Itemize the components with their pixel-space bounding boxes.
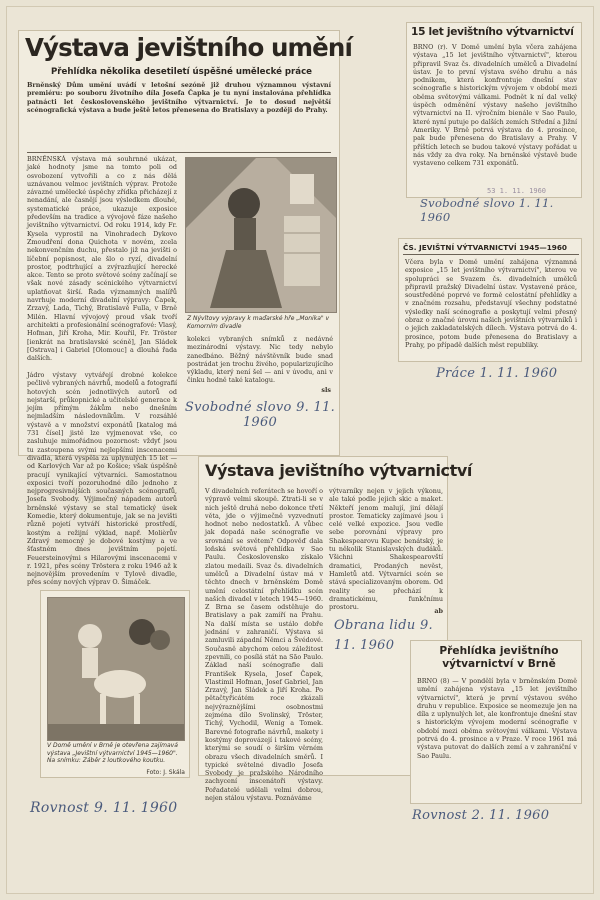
photo-puppet-credit: Foto: J. Skála: [146, 769, 185, 776]
15let-title: 15 let jevištního výtvarnictví: [411, 26, 574, 38]
handwritten-svobodne-slovo-1: Svobodné slovo 1. 11. 1960: [420, 196, 554, 224]
handwritten-obrana-lidu: Obrana lidu 9. 11. 1960: [334, 618, 433, 653]
prehlidka-title: Přehlídka jevištního výtvarnictví v Brně: [439, 645, 559, 670]
main-title: Výstava jevištního umění: [25, 33, 352, 62]
main-subtitle: Přehlídka několika desetiletí úspěšné umělecké práce: [51, 67, 313, 77]
clipping-15-let: [406, 22, 582, 198]
photo-nyvlt: [185, 157, 337, 313]
photo-puppet-caption: V Domě umění v Brně je otevřena zajímavá výstava „Jevištní výtvarnictví 1945—1960". Na snímku: Záběr z loutkového koutku.: [47, 742, 178, 765]
handwritten-rovnost-2: Rovnost 2. 11. 1960: [412, 808, 550, 823]
vytv-col1: V divadelních referátech se hovoří o výpravě velmi skoupě. Ztrati-li se v nich ještě druhá nebo dokonce třetí věta, jde o výjimečně vyzvednutí hodnot nebo nedostatků. A vůbec jak dopadá naše scénografie ve srovnání se světem? Odpověď dala loňská světová přehlídka v Sao Paulu. Československo získalo zlatou medaili. Svaz čs. divadelních umělců a Divadelní ústav má v těchto dnech v brněnském Domě umění celostátní přehlídku scén naších divadel v letech 1945—1960. Z Brna se časem odstěhuje do Bratislavy a pak zamíří na Prahu. Na další místa se ustálo dobře jednání v zahraničí. Výstava si zamluvili západní Němci a Švédové. Současně abychom celou záležitost zpevnili, co posílá stát na São Paulo. Základ naší scénografie dali František Kysela, Josef Čapek, Vlastimil Hofman, Josef Gabriel, Jan Zrzavý, Jan Sládek a Jiří Kroha. Po pětačtyřicátém roce zkázali nejvýraznějšími osobnostmi zejména dílo Svolinský, Tröster, Tichý, Vychodil, Wenig a Tomek. Barevné fotografie návrhů, makety i kostýmy doprovázejí i takové scény, kterými se soudí o širším věrném obrazu všech divadelních směrů. I typické světelné divadlo Josefa Svobody je pražského Národního zachycení inscenátoři výstavy. Pořadatelé udělali velmi dobrou, nejen stálou výstavu. Poznáváme: [205, 487, 323, 802]
photo-puppet: [47, 597, 185, 741]
photo-nyvlt-caption: Z Nývltovy výpravy k maďarské hře „Monika" v Komorním divadle: [187, 315, 330, 330]
main-body-col2: Jádro výstavy vytvářejí drobné kolekce pečlivě vybraných návrhů, modelů a fotografií hotových scén jednotlivých autorů od nejstarší, průkopnické a učitelské generace k jejím přímým žákům nebo dnešním nejmladším následovníkům. V rozsáhlé výstavě a v množství exponátů [katalog má 731 čísel] jistě lze vyjmenovat vše, co zasluhuje mimořádnou pozornost: vždyť jsou tu zastoupena svými nejlepšími inscenacemi divadla, která vyspěla za uplynulých 15 let — od Karlových Var až po Košice; však úspěšně pracují vynikající výtvarníci. Samostatnou exposici tvoří pozoruhodné dílo jednoho z nejprogresivnějších současných scénografů, Josefa Svobody. Výjimečný nápadem autorů brněnské výstavy se stal tematický úsek Komedie, který dokumentuje, jak se na jevišti různě pojetí vytváří historické prostředí, kostým a režijní výklad, např. Molièrův Zdravý nemocný je dobové kostýmy a ve šťastném dnes jevištním pojetí. Feuersteinovými s Hilarovými inscenacemi v r. 1921, přes scény Tröstera z roku 1946 až k nejnovějším provedením v Tylově divadle, přes scény nových výprav O. Šimáček.: [27, 371, 177, 587]
vytv-col2: výtvarníky nejen v jejich výkonu, ale také podle jejich skic a maket. Někteří jenom malují, jiní dělají prostor. Tematicky zajímavé jsou i celé velké expozice. Jsou vedle sebe porovnáni výpravy pro Shakespearovu Kupec benátský, je tu několik Stanislavských dudáků. Všichni Shakespearovští dramatici, Prodaných nevěst, Hamletů atd. Výtvarníci scén se stává specializovaným oborem. Od reality se přechází k dramatickému, funkčnímu prostoru.: [329, 487, 443, 612]
cs-body: Včera byla v Domě umění zahájena významná exposice „15 let jevištního výtvarnictví", kterou ve spolupráci se Svazem čs. divadelních umělců připravil pražský Divadelní ústav. Vystavené práce, soustředěné poprvé ve formě celostátní přehlídky a v značném rozsahu, představují všechny podstatné výsledky naší scénografie a poskytují velmi přesný obraz o značné úrovni našich jevištních výtvarníků i o jejich zakladatelských dílech. Výstava potrvá do 4. prosince, potom bude přenesena do Bratislavy a Prahy, po případě dalších měst republiky.: [405, 258, 577, 349]
cs-title: ČS. JEVIŠTNÍ VÝTVARNICTVÍ 1945—1960: [403, 243, 568, 252]
clipping-prehlidka-brne: [410, 640, 582, 804]
main-signature: sls: [321, 386, 331, 394]
prehlidka-body: BRNO (8) — V pondělí byla v brněnském Domě umění zahájena výstava „15 let jevištního výtvarnictví", která je první výstavou svého druhu v republice. Exposice se neomezuje jen na díla z uplynulých let, ale konfrontuje dnešní stav s historickým vývojem moderní scénografie v období mezi oběma světovými válkami. Výstava potrvá do 4. prosince a v Praze. V roce 1961 má výstava putovat do dalších zemí a v zahraniční v Sao Paulu.: [417, 677, 577, 760]
vytv-signature: ab: [434, 607, 443, 615]
handwritten-prace: Práce 1. 11. 1960: [436, 366, 558, 381]
handwritten-svobodne-slovo-9: Svobodné slovo 9. 11. 1960: [184, 400, 336, 430]
main-body-col4: kolekci vybraných snímků z nedávné mezinárodní výstavy. Nic tedy nebylo zanedbáno. Běžný návštěvník bude snad postrádat jen trochu živého, popularizujícího výkladu, který není šel — ani v úvodu, ani v činku hodně také katalogu.: [187, 335, 333, 385]
clipping-cs-jevistni: [398, 238, 582, 362]
puppet-photo-image: [48, 598, 184, 740]
stage-photo-image: [186, 158, 336, 312]
main-body-col1: BRNĚNSKÁ výstava má souhrnné ukázat, jaké hodnoty jsme na tomto poli od osvobození vytvořili a co z nás dělá uznávanou velmoc jevištních výprav. Protože závazné umělecké úspěchy zřídka přicházejí z nenadání, ale časnějí jsou výsledkem dlouhé, systematické práce, ukazuje exposice především na tradice a vývojové fáze našeho jevištního výtvarnictví. Od roku 1914, kdy Fr. Kysela vyprostil na Vinohradech Dykovo Zmoudření dona Quichota v novém, zcela nekonvenčním duchu, přestalo již na jevišti o líčební popisnost, ale šlo o ryzí, divadelní prostor, podtrhující a zvýrazňující herecké akce. Tento se proto světové scény začínají se však nové zásady scénického výtvarnictví uplatňovat širší. Řada významných malířů navrhuje moderní divadelní výpravy: Čapek, Zrzavý, Lada, Tichý, Bratislavě Fulla, v Brně Milén. Hlavní vývojový proud však tvoří architekti a profesionální scénografové: Vlasý, Hofman, Jiří Kroha, Mir. Kouřil, Fr. Tröster [ienkrát na bratislavské scéně], Jan Sládek [Ostrava] i Gabriel [Olomouc] a dlouhá řada dalších.: [27, 155, 177, 363]
vytv-title: Výstava jevištního výtvarnictví: [205, 461, 472, 480]
lead-rule: [27, 152, 331, 153]
handwritten-rovnost-9: Rovnost 9. 11. 1960: [30, 800, 178, 816]
15let-body: BRNO (r). V Domě umění byla včera zahájena výstava „15 let jevištního výtvarnictví", kterou připravil Svaz čs. divadelních umělců a Divadelní ústav. Je to první výstava svého druhu a nás podnikem, která konfrontuje dnešní stav scénografie s historickým vývojem v období mezi oběma světovými válkami. Podnět k ní dal velký úspěch odměnění výstavy našeho jevištního výtvarnictví na II. výročním bienále v Sao Paulo, které nyní putuje po dalších zemích Střední a Jižní Ameriky. V Brně potrvá výstava do 4. prosince, pak bude přenesena do Bratislavy a Prahy. V příštích letech se budou takové výstavy pořádat u nás vždy za dva roky. Na brněnské výstavě bude vystaveno celkem 731 exponátů.: [413, 43, 577, 168]
clipping-puppet-photo: [40, 590, 190, 778]
cs-rule: [403, 254, 579, 255]
main-lead: Brněnský Dům umění uvádí v letošní sezóně již druhou významnou výstavní premiéru: po souboru životního díla Josefa Čapka je tu nyní instalována přehlídka patnácti let československého jevištního výtvarnictví. Je to dosud největší scénografická výstava a bude ještě letos přenesena do Bratislavy a později do Prahy.: [27, 81, 331, 114]
15let-stamp: 53 1. 11. 1960: [487, 187, 547, 195]
